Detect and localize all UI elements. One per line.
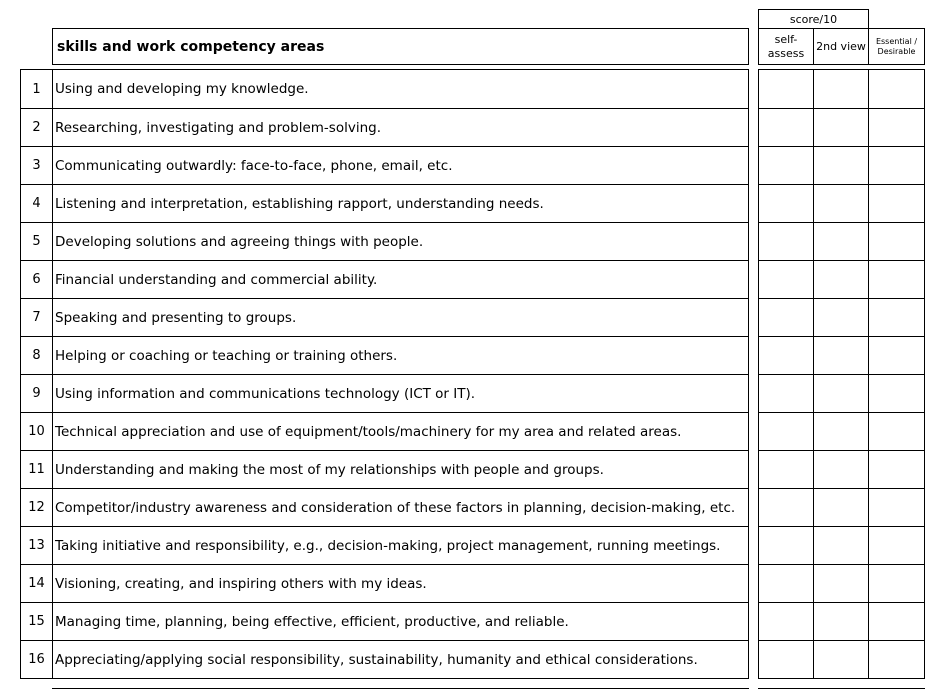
essential-desirable-cell[interactable] bbox=[869, 298, 924, 336]
self-assess-score-cell[interactable] bbox=[759, 222, 813, 260]
essential-desirable-cell[interactable] bbox=[869, 374, 924, 412]
row-number: 8 bbox=[21, 337, 53, 374]
essential-desirable-header: Essential / Desirable bbox=[868, 28, 925, 65]
table-row bbox=[21, 602, 748, 640]
self-assess-score-cell[interactable] bbox=[759, 640, 813, 678]
competency-text: Listening and interpretation, establishing rapport, understanding needs. bbox=[55, 195, 544, 212]
self-assess-score-cell[interactable] bbox=[759, 108, 813, 146]
essential-desirable-cell[interactable] bbox=[869, 108, 924, 146]
table-row bbox=[21, 146, 748, 184]
essential-desirable-cell[interactable] bbox=[869, 70, 924, 108]
essential-desirable-cell[interactable] bbox=[869, 640, 924, 678]
essential-desirable-cell[interactable] bbox=[869, 336, 924, 374]
table-row bbox=[21, 640, 748, 678]
row-number: 12 bbox=[21, 489, 53, 526]
row-number: 3 bbox=[21, 147, 53, 184]
row-number: 9 bbox=[21, 375, 53, 412]
second-view-score-cell[interactable] bbox=[814, 412, 868, 450]
competency-text: Managing time, planning, being effective, efficient, productive, and reliable. bbox=[55, 613, 569, 630]
table-row bbox=[21, 526, 748, 564]
competency-text: Using and developing my knowledge. bbox=[55, 81, 309, 97]
competency-text: Technical appreciation and use of equipment/tools/machinery for my area and related areas. bbox=[55, 423, 682, 440]
second-view-score-cell[interactable] bbox=[814, 526, 868, 564]
row-number: 7 bbox=[21, 299, 53, 336]
second-view-score-cell[interactable] bbox=[814, 298, 868, 336]
second-view-score-cell[interactable] bbox=[814, 146, 868, 184]
row-number: 13 bbox=[21, 527, 53, 564]
second-view-score-cell[interactable] bbox=[814, 336, 868, 374]
competency-text: Understanding and making the most of my relationships with people and groups. bbox=[55, 461, 604, 478]
essential-desirable-cell[interactable] bbox=[869, 412, 924, 450]
self-assess-score-cell[interactable] bbox=[759, 526, 813, 564]
second-view-score-cell[interactable] bbox=[814, 374, 868, 412]
table-title: skills and work competency areas bbox=[52, 28, 749, 65]
competency-text: Communicating outwardly: face-to-face, phone, email, etc. bbox=[55, 157, 453, 174]
self-assess-score-cell[interactable] bbox=[759, 488, 813, 526]
row-number: 14 bbox=[21, 565, 53, 602]
row-number: 10 bbox=[21, 413, 53, 450]
table-row bbox=[21, 412, 748, 450]
self-assess-score-cell[interactable] bbox=[759, 412, 813, 450]
competency-text: Helping or coaching or teaching or training others. bbox=[55, 347, 398, 364]
row-number: 11 bbox=[21, 451, 53, 488]
self-assess-score-cell[interactable] bbox=[759, 374, 813, 412]
competency-table bbox=[20, 69, 749, 679]
row-number: 16 bbox=[21, 641, 53, 678]
row-number: 4 bbox=[21, 185, 53, 222]
score-header: score/10 bbox=[758, 9, 869, 29]
second-view-header: 2nd view bbox=[813, 28, 869, 65]
competency-text: Appreciating/applying social responsibility, sustainability, humanity and ethical considerations. bbox=[55, 651, 698, 668]
row-number: 15 bbox=[21, 603, 53, 640]
table-row bbox=[21, 488, 748, 526]
self-assess-score-cell[interactable] bbox=[759, 70, 813, 108]
table-row bbox=[21, 298, 748, 336]
row-number: 5 bbox=[21, 223, 53, 260]
essential-desirable-cell[interactable] bbox=[869, 450, 924, 488]
footer-line bbox=[758, 688, 925, 689]
table-row bbox=[21, 222, 748, 260]
table-row bbox=[21, 374, 748, 412]
self-assess-score-cell[interactable] bbox=[759, 450, 813, 488]
essential-desirable-cell[interactable] bbox=[869, 602, 924, 640]
table-row bbox=[21, 70, 748, 108]
second-view-score-cell[interactable] bbox=[814, 602, 868, 640]
second-view-score-cell[interactable] bbox=[814, 564, 868, 602]
competency-text: Taking initiative and responsibility, e.g., decision-making, project management, running meetings. bbox=[55, 537, 721, 554]
second-view-score-cell[interactable] bbox=[814, 488, 868, 526]
self-assess-score-cell[interactable] bbox=[759, 146, 813, 184]
competency-text: Using information and communications technology (ICT or IT). bbox=[55, 385, 476, 402]
second-view-score-cell[interactable] bbox=[814, 450, 868, 488]
essential-desirable-cell[interactable] bbox=[869, 146, 924, 184]
self-assess-score-cell[interactable] bbox=[759, 298, 813, 336]
self-assess-score-cell[interactable] bbox=[759, 336, 813, 374]
essential-desirable-cell[interactable] bbox=[869, 222, 924, 260]
table-row bbox=[21, 260, 748, 298]
competency-text: Financial understanding and commercial ability. bbox=[55, 271, 378, 288]
competency-text: Researching, investigating and problem-solving. bbox=[55, 119, 381, 136]
footer-line bbox=[52, 688, 749, 689]
table-row bbox=[21, 184, 748, 222]
self-assess-score-cell[interactable] bbox=[759, 184, 813, 222]
self-assess-score-cell[interactable] bbox=[759, 602, 813, 640]
second-view-score-cell[interactable] bbox=[814, 184, 868, 222]
competency-text: Competitor/industry awareness and consideration of these factors in planning, decision-making, etc. bbox=[55, 499, 736, 516]
self-assess-header: self- assess bbox=[758, 28, 814, 65]
score-grid bbox=[758, 69, 925, 679]
table-row bbox=[21, 108, 748, 146]
essential-desirable-cell[interactable] bbox=[869, 564, 924, 602]
essential-desirable-cell[interactable] bbox=[869, 260, 924, 298]
essential-desirable-cell[interactable] bbox=[869, 526, 924, 564]
second-view-score-cell[interactable] bbox=[814, 70, 868, 108]
essential-desirable-cell[interactable] bbox=[869, 488, 924, 526]
row-number: 1 bbox=[21, 70, 53, 108]
self-assess-score-cell[interactable] bbox=[759, 260, 813, 298]
second-view-score-cell[interactable] bbox=[814, 222, 868, 260]
second-view-score-cell[interactable] bbox=[814, 640, 868, 678]
row-number: 2 bbox=[21, 109, 53, 146]
competency-text: Developing solutions and agreeing things with people. bbox=[55, 233, 424, 250]
competency-text: Speaking and presenting to groups. bbox=[55, 309, 297, 326]
competency-text: Visioning, creating, and inspiring others with my ideas. bbox=[55, 575, 427, 592]
row-number: 6 bbox=[21, 261, 53, 298]
table-row bbox=[21, 336, 748, 374]
second-view-score-cell[interactable] bbox=[814, 260, 868, 298]
self-assess-score-cell[interactable] bbox=[759, 564, 813, 602]
table-row bbox=[21, 450, 748, 488]
essential-desirable-cell[interactable] bbox=[869, 184, 924, 222]
table-row bbox=[21, 564, 748, 602]
second-view-score-cell[interactable] bbox=[814, 108, 868, 146]
